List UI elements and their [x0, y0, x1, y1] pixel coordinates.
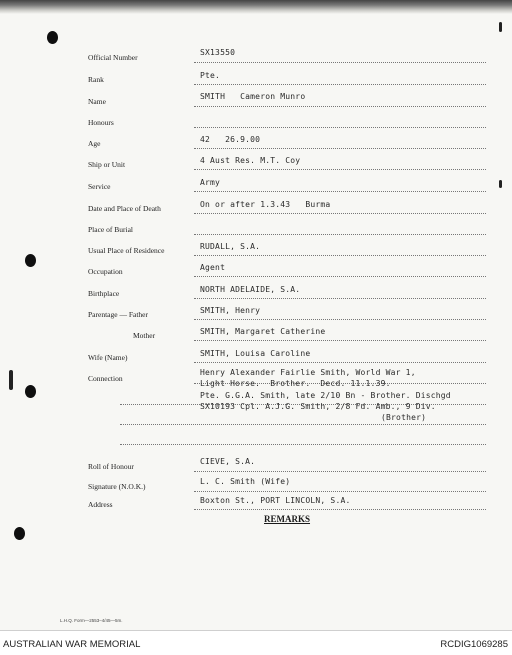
remarks-heading: REMARKS — [264, 514, 311, 524]
residence-value: RUDALL, S.A. — [200, 242, 261, 251]
death-value: On or after 1.3.43 Burma — [200, 200, 331, 209]
burial-label: Place of Burial — [88, 225, 133, 234]
rule — [194, 234, 486, 235]
address-label: Address — [88, 500, 113, 509]
form-code: L.H.Q. Form—2553–4/45—5m. — [60, 618, 123, 623]
rule — [194, 106, 486, 107]
rule — [194, 169, 486, 170]
rule — [194, 319, 486, 320]
edge-tick — [499, 22, 502, 32]
rule — [194, 509, 486, 510]
footer-source: AUSTRALIAN WAR MEMORIAL — [3, 639, 141, 650]
edge-tick — [499, 180, 502, 188]
signature-value: L. C. Smith (Wife) — [200, 477, 291, 486]
age-value: 42 26.9.00 — [200, 135, 261, 144]
father-label: Parentage — Father — [88, 310, 148, 319]
rule — [194, 255, 486, 256]
name-value: SMITH Cameron Munro — [200, 92, 306, 101]
signature-label: Signature (N.O.K.) — [88, 482, 146, 491]
connection-line: Light Horse. Brother. Decd. 11.1.39. — [200, 379, 391, 388]
rule — [194, 362, 486, 363]
official-number-label: Official Number — [88, 53, 138, 62]
connection-line: Henry Alexander Fairlie Smith, World War 1, — [200, 368, 416, 377]
occupation-value: Agent — [200, 263, 226, 272]
age-label: Age — [88, 139, 101, 148]
punch-hole — [25, 254, 36, 267]
rank-label: Rank — [88, 75, 104, 84]
rule — [194, 191, 486, 192]
wife-label: Wife (Name) — [88, 353, 128, 362]
footer-record-id: RCDIG1069285 — [440, 639, 508, 650]
clip-mark — [9, 370, 13, 390]
birthplace-value: NORTH ADELAIDE, S.A. — [200, 285, 301, 294]
rule — [120, 444, 486, 445]
roll-of-honour-value: CIEVE, S.A. — [200, 457, 256, 466]
birthplace-label: Birthplace — [88, 289, 120, 298]
address-value: Boxton St., PORT LINCOLN, S.A. — [200, 496, 351, 505]
connection-label: Connection — [88, 374, 123, 383]
occupation-label: Occupation — [88, 267, 123, 276]
official-number-value: SX13550 — [200, 48, 236, 57]
service-label: Service — [88, 182, 111, 191]
death-label: Date and Place of Death — [88, 204, 161, 213]
mother-label: Mother — [133, 331, 156, 340]
rule — [194, 127, 486, 128]
rule — [194, 148, 486, 149]
archive-footer — [0, 630, 512, 655]
rule — [194, 276, 486, 277]
rule — [194, 62, 486, 63]
unit-label: Ship or Unit — [88, 160, 126, 169]
honours-label: Honours — [88, 118, 114, 127]
residence-label: Usual Place of Residence — [88, 246, 165, 255]
rule — [194, 340, 486, 341]
roll-of-honour-label: Roll of Honour — [88, 462, 134, 471]
rule — [194, 491, 486, 492]
connection-line: (Brother) — [381, 413, 427, 422]
punch-hole — [47, 31, 58, 44]
rule — [194, 213, 486, 214]
connection-line: SX10193 Cpl. A.J.G. Smith, 2/8 Fd. Amb., 9 Div. — [200, 402, 436, 411]
connection-line: Pte. G.G.A. Smith, late 2/10 Bn - Brother. Dischgd — [200, 391, 451, 400]
rule — [194, 84, 486, 85]
scan-edge — [0, 0, 512, 14]
mother-value: SMITH, Margaret Catherine — [200, 327, 326, 336]
name-label: Name — [88, 97, 106, 106]
rank-value: Pte. — [200, 71, 221, 80]
service-value: Army — [200, 178, 221, 187]
father-value: SMITH, Henry — [200, 306, 261, 315]
rule — [120, 424, 486, 425]
unit-value: 4 Aust Res. M.T. Coy — [200, 156, 301, 165]
rule — [194, 298, 486, 299]
punch-hole — [14, 527, 25, 540]
punch-hole — [25, 385, 36, 398]
rule — [194, 471, 486, 472]
wife-value: SMITH, Louisa Caroline — [200, 349, 311, 358]
